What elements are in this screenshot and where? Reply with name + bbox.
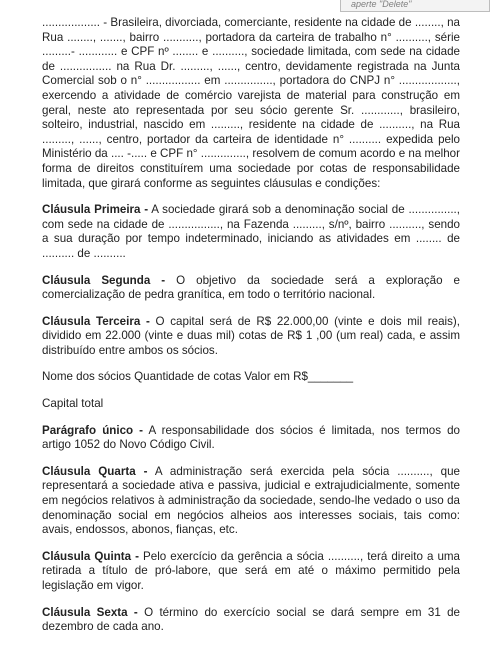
clause-text: Pelo exercício da gerência a sócia .........., terá direito a uma retirada a título de pró-labore, que será em até o máximo permitido pela legislação em vigor.	[42, 549, 460, 592]
clause-title: Cláusula Quarta -	[42, 464, 148, 478]
clause-text: A responsabilidade dos sócios é limitada, nos termos do artigo 1052 do Novo Código Civil.	[42, 423, 460, 452]
delete-hint-text: aperte "Delete"	[351, 0, 412, 9]
clause-primeira	[42, 203, 460, 261]
clause-title: Cláusula Terceira -	[42, 314, 150, 328]
clause-title: Cláusula Quinta -	[42, 549, 139, 563]
clause-text: O término do exercício social se dará sempre em 31 de dezembro de cada ano.	[42, 605, 460, 634]
clause-sexta	[42, 606, 460, 635]
clause-text: A sociedade girará sob a denominação social de ..............., com sede na cidade de ................, na Fazenda ........., s/nº, bairro .........., sendo a sua duração por tempo indeterminado, iniciando as atividades em ........ de .......... de ..........	[42, 203, 460, 260]
clause-text: O capital será de R$ 22.000,00 (vinte e dois mil reais), dividido em 22.000 (vinte e duas mil) cotas de R$ 1 ,00 (um real) cada, e assim distribuído entre ambos os sócios.	[42, 314, 460, 357]
clause-title: Cláusula Segunda -	[42, 273, 166, 287]
clause-title: Cláusula Sexta -	[42, 605, 138, 619]
clause-title: Cláusula Primeira -	[42, 203, 149, 217]
paragrafo-unico	[42, 424, 460, 453]
clause-terceira	[42, 315, 460, 359]
socios-line: Nome dos sócios Quantidade de cotas Valor em R$_______	[42, 370, 354, 384]
delete-hint-box	[340, 0, 490, 12]
clause-quarta	[42, 465, 460, 538]
clause-text: A administração será exercida pela sócia .........., que representará a sociedade ativa e passiva, judicial e extrajudicialmente, somente em negócios relativos à administração da sociedade, sendo-lhe vedado o uso da denominação social em negócios alheios aos interesses sociais, tais como: avais, endossos, abonos, fianças, etc.	[42, 464, 461, 537]
intro-paragraph: .................. - Brasileira, divorciada, comerciante, residente na cidade de ........, na Rua ........, ......., bairro ..........., portadora da carteira de trabalho n° .........., série .........- ............ e CPF nº ........ e .........., sociedade limitada, com sede na cidade de ................ na Rua Dr. ........., ......, centro, devidamente registrada na Junta Comercial sob o n° ................. em ..............., portadora do CNPJ n° .................., exercendo a atividade de comércio varejista de material para construção em geral, neste ato representada por seu sócio gerente Sr. ............, brasileiro, solteiro, industrial, nascido em ........., residente na cidade de .........., na Rua ........., ......, centro, portador da carteira de identidade n° .......... expedida pelo Ministério da .... -..... e CPF n° .............., resolvem de comum acordo e na melhor forma de direitos constituírem uma sociedade por cotas de responsabilidade limitada, que girará conforme as seguintes cláusulas e condições:	[42, 16, 460, 190]
capital-total: Capital total	[42, 397, 104, 411]
document-page	[42, 16, 460, 647]
clause-segunda	[42, 274, 460, 303]
clause-title: Parágrafo único -	[42, 423, 144, 437]
clause-quinta	[42, 550, 460, 594]
clause-text: O objetivo da sociedade será a exploração e comercialização de pedra granítica, em todo o território nacional.	[42, 273, 460, 302]
